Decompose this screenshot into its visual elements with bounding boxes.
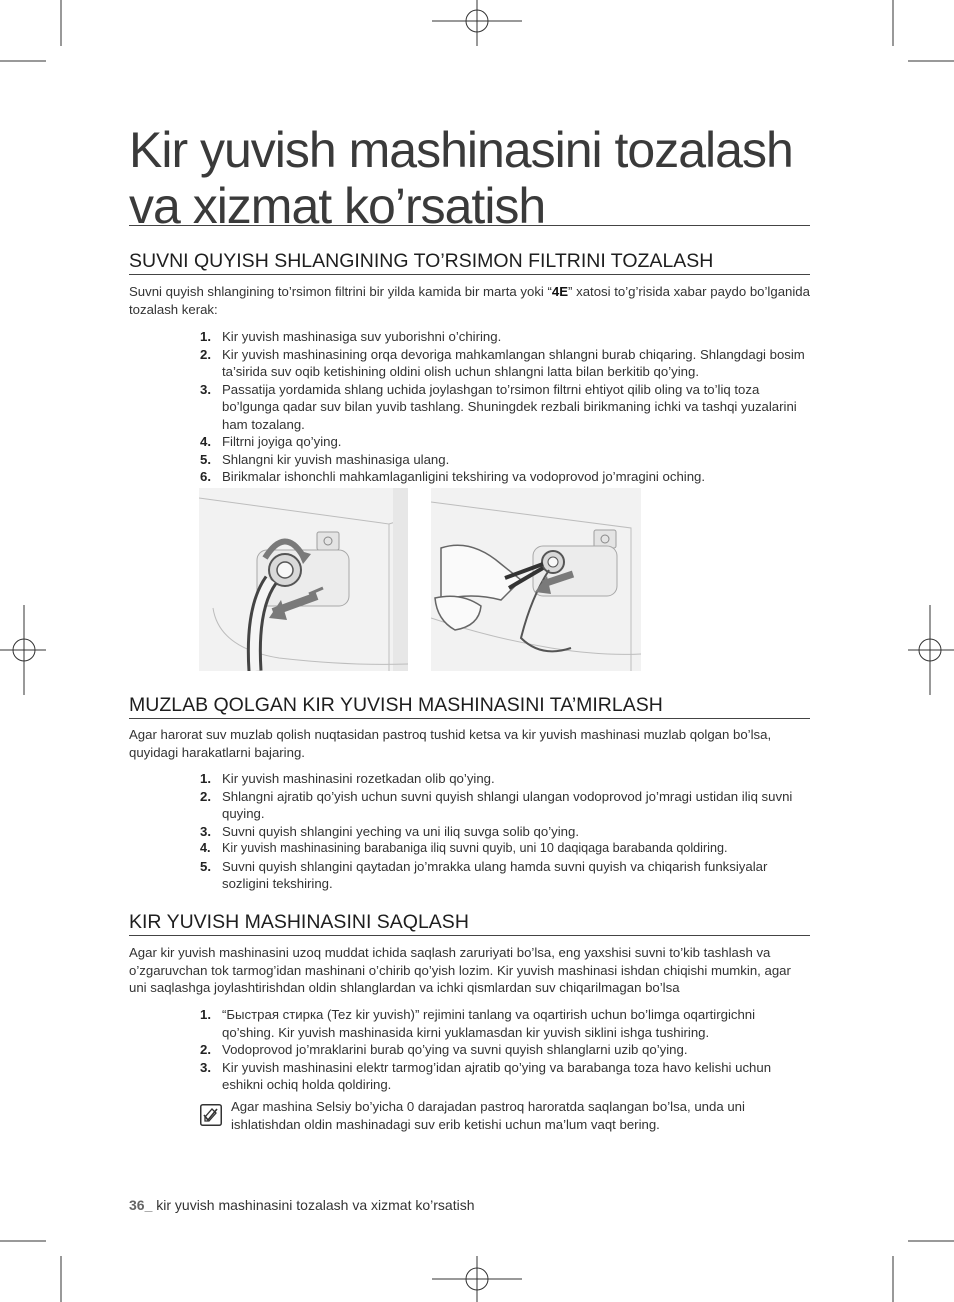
list-item: 2. Shlangni ajratib qo’yish uchun suvni quyish shlangi ulangan vodoprovod jo’mragi ustidan iliq suvni quying. xyxy=(200,788,793,821)
page-footer xyxy=(129,1197,474,1213)
list-item: 5. Shlangni kir yuvish mashinasiga ulang. xyxy=(200,451,450,467)
registration-mark-icon xyxy=(0,605,46,695)
section-intro-frozen-machine: Agar harorat suv muzlab qolish nuqtasidan pastroq tushid ketsa va kir yuvish mashinasi muzlab qolgan bo’lsa, quyidagi harakatlarni bajaring. xyxy=(129,727,772,760)
registration-mark-icon xyxy=(908,605,954,695)
list-item: 2. Kir yuvish mashinasining orqa devoriga mahkamlangan shlangni burab chiqaring. Shlangdagi bosim ta’sirida suv oqib ketishining oldini olish uchun shlangni latta bilan berkitib qo’ying. xyxy=(200,346,805,379)
section-intro-storage: Agar kir yuvish mashinasini uzoq muddat ichida saqlash zaruriyati bo’lsa, eng yaxshisi suvni to’kib tashlash va o’zgaruvchan tok tarmog’idan mashinani o’chirib qo’yish lozim. Kir yuvish mashinasi ishdan chiqishi mumkin, agar uni saqlashga joylashtirishdan oldin shlanglardan va ichki qismlardan suv chiqarilmagan bo’lsa xyxy=(129,945,791,995)
footer-text: kir yuvish mashinasini tozalash va xizmat ko’rsatish xyxy=(152,1197,475,1213)
section-intro-filter-cleaning: Suvni quyish shlangining to’rsimon filtrini bir yilda kamida bir marta yoki “4E” xatosi to’g’risida xabar paydo bo’lganida tozalash kerak: xyxy=(129,284,810,317)
note-text: Agar mashina Selsiy bo’yicha 0 darajadan pastroq haroratda saqlangan bo’lsa, unda uni ishlatishdan oldin mashinadagi suv erib ketishi uchun ma’lum vaqt bering. xyxy=(231,1099,745,1132)
registration-mark-icon xyxy=(432,1256,522,1302)
filter-cleaning-steps xyxy=(200,328,810,486)
storage-steps xyxy=(200,1006,810,1094)
list-item: 3. Passatija yordamida shlang uchida joylashgan to’rsimon filtrni ehtiyot qilib oling va to’liq toza bo’lgunga qadar suv bilan yuvib tashlang. Shuningdek rezbali birikmaning ichki va tashqi yuzalarini ham tozalang. xyxy=(200,381,797,432)
section-heading-frozen-machine: MUZLAB QOLGAN KIR YUVISH MASHINASINI TA’MIRLASH xyxy=(129,693,810,719)
list-item: 1. Kir yuvish mashinasini rozetkadan olib qo’ying. xyxy=(200,771,495,786)
page-title-line2: va xizmat ko’rsatish xyxy=(129,178,546,234)
illustration-unscrew-hose xyxy=(199,488,408,671)
page-title xyxy=(129,122,809,234)
illustration-remove-filter-pliers xyxy=(431,488,641,671)
list-item: 2. Vodoprovod jo’mraklarini burab qo’ying va suvni quyish shlanglarni uzib qo’ying. xyxy=(200,1042,688,1057)
page-title-line1: Kir yuvish mashinasini tozalash xyxy=(129,122,793,178)
list-item: 5. Suvni quyish shlangini qaytadan jo’mrakka ulang hamda suvni quyish va chiqarish funksiyalar sozligini tekshiring. xyxy=(200,858,768,891)
error-code: 4E xyxy=(551,284,569,299)
frozen-machine-steps xyxy=(200,770,810,893)
registration-mark-icon xyxy=(432,0,522,46)
list-item: 3. Suvni quyish shlangini yeching va uni iliq suvga solib qo’ying. xyxy=(200,823,580,839)
list-item: 1. “Быстрая стирка (Tez kir yuvish)” rejimini tanlang va oqartirish uchun bo’limga oqartirgichni qo’shing. Kir yuvish mashinasida kirni yuklamasdan kir yuvish siklini ishga tushiring. xyxy=(200,1007,756,1040)
list-item: 4. Filtrni joyiga qo’ying. xyxy=(200,434,342,449)
section-heading-storage: KIR YUVISH MASHINASINI SAQLASH xyxy=(129,910,810,936)
list-item: 3. Kir yuvish mashinasini elektr tarmog’idan ajratib qo’ying va barabanga toza havo kelishi uchun eshikni ochiq holda qoldiring. xyxy=(200,1059,772,1092)
list-item: 6. Birikmalar ishonchli mahkamlaganligini tekshiring va vodoprovod jo’mragini oching. xyxy=(200,469,706,484)
page-number: 36_ xyxy=(129,1197,153,1213)
list-item: 1. Kir yuvish mashinasiga suv yuborishni o’chiring. xyxy=(200,329,502,344)
section-heading-filter-cleaning: SUVNI QUYISH SHLANGINING TO’RSIMON FILTRINI TOZALASH xyxy=(129,249,810,275)
list-item: 4. Kir yuvish mashinasining barabaniga iliq suvni quyib, uni 10 daqiqaga barabanda qoldiring. xyxy=(200,841,728,855)
title-underline xyxy=(129,225,810,226)
note-pencil-icon xyxy=(200,1104,222,1126)
